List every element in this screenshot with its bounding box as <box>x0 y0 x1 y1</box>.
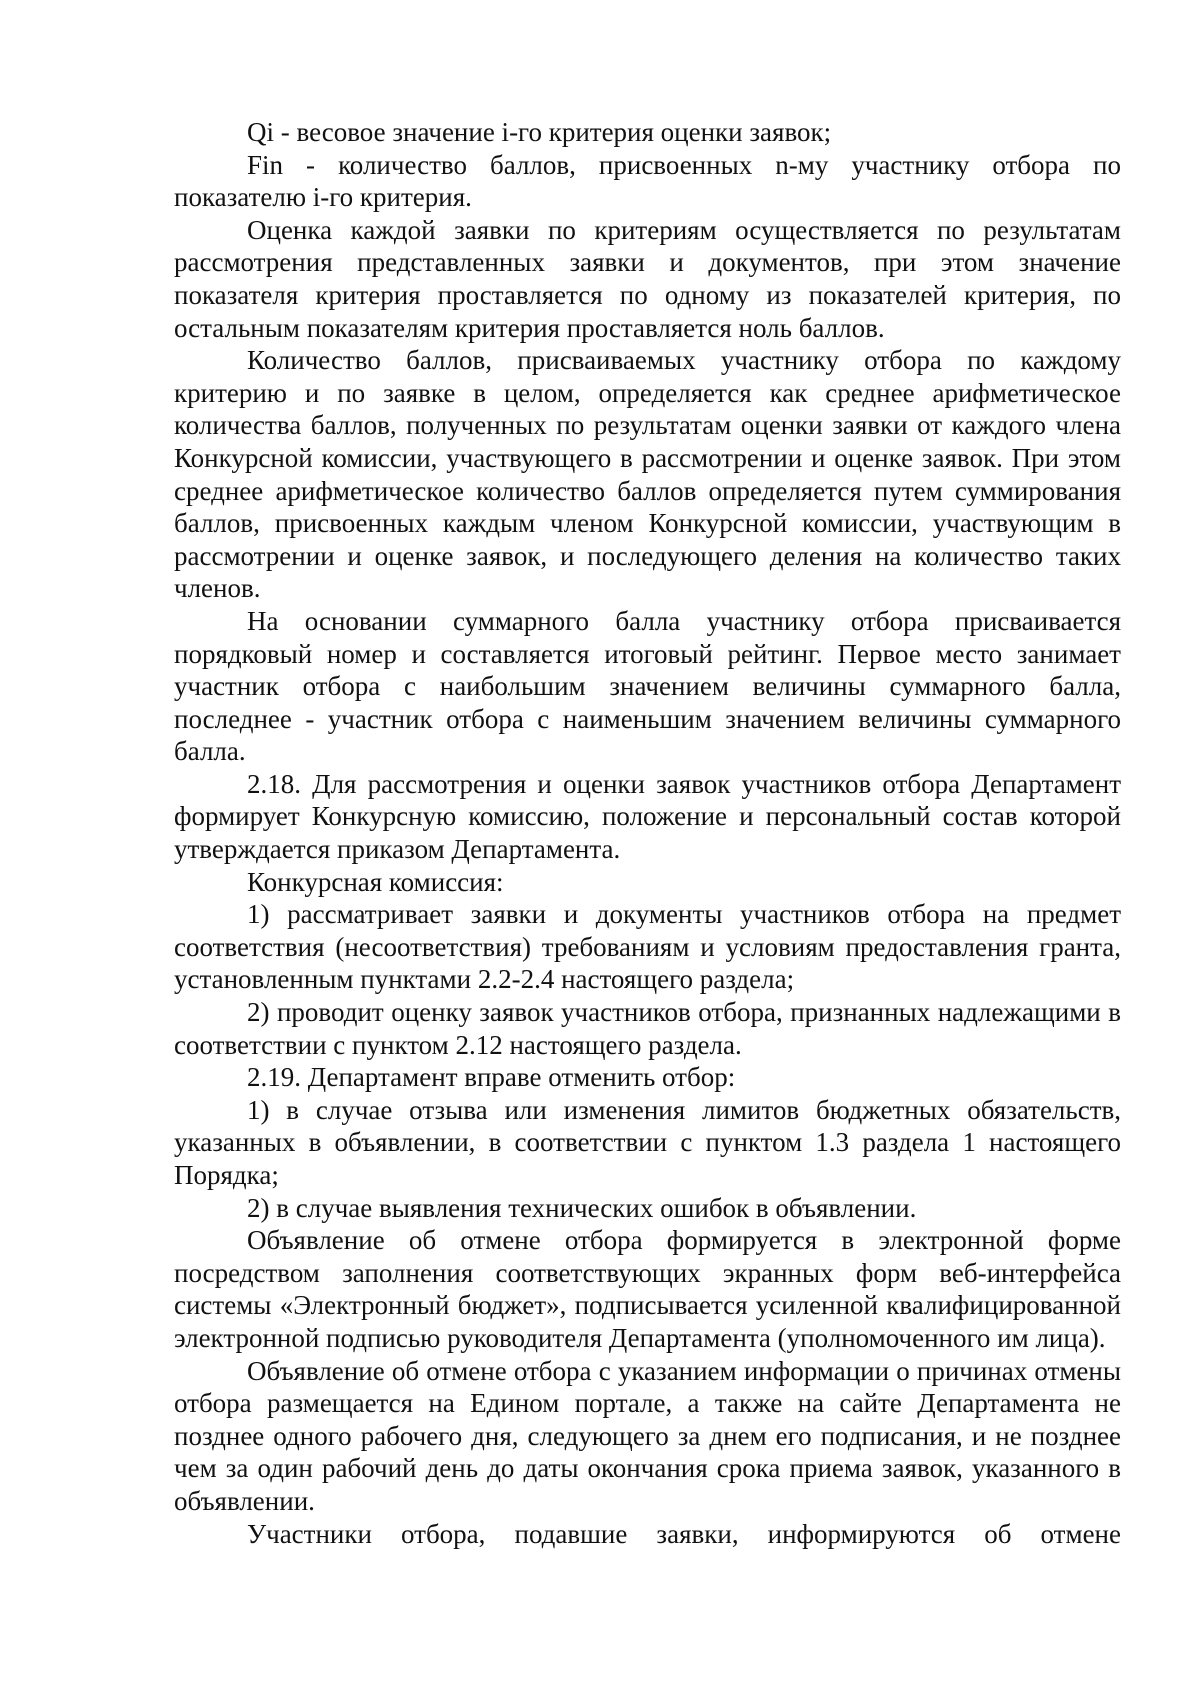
paragraph-points-definition: Fin - количество баллов, присвоенных n-му участнику отбора по показателю i-го критерия. <box>174 149 1121 213</box>
paragraph-section-2-19: 2.19. Департамент вправе отменить отбор: <box>247 1062 736 1093</box>
paragraph-rating: На основании суммарного балла участнику отбора присваивается порядковый номер и составляется итоговый рейтинг. Первое место занимает участник отбора с наибольшим значением величины суммарного балла, последнее - участник отбора с наименьшим значением величины суммарного балла. <box>174 605 1121 767</box>
document-page <box>174 116 1121 1550</box>
paragraph-commission-item-2: 2) проводит оценку заявок участников отбора, признанных надлежащими в соответствии с пунктом 2.12 настоящего раздела. <box>174 997 1121 1060</box>
paragraph-cancel-case-2: 2) в случае выявления технических ошибок в объявлении. <box>247 1192 917 1223</box>
paragraph-cancel-notice-publication: Объявление об отмене отбора с указанием информации о причинах отмены отбора размещается на Едином портале, а также на сайте Департамента не позднее одного рабочего дня, следующего за днем его подписания, и не позднее чем за один рабочий день до даты окончания срока приема заявок, указанного в объявлении. <box>174 1355 1121 1516</box>
paragraph-average-points: Количество баллов, присваиваемых участнику отбора по каждому критерию и по заявке в целом, определяется как среднее арифметическое количества баллов, полученных по результатам оценки заявки от каждого члена Конкурсной комиссии, участвующего в рассмотрении и оценке заявок. При этом среднее арифметическое количество баллов определяется путем суммирования баллов, присвоенных каждым членом Конкурсной комиссии, участвующим в рассмотрении и оценке заявок, и последующего деления на количество таких членов. <box>174 345 1121 604</box>
paragraph-section-2-18: 2.18. Для рассмотрения и оценки заявок участников отбора Департамент формирует Конкурсную комиссию, положение и персональный состав которой утверждается приказом Департамента. <box>174 768 1121 865</box>
paragraph-participants-informed: Участники отбора, подавшие заявки, информируются об отмене <box>247 1518 1121 1549</box>
paragraph-commission-heading: Конкурсная комиссия: <box>247 866 504 897</box>
paragraph-weight-definition: Qi - весовое значение i-го критерия оценки заявок; <box>247 117 832 147</box>
paragraph-cancel-notice-form: Объявление об отмене отбора формируется в электронной форме посредством заполнения соответствующих экранных форм веб-интерфейса системы «Электронный бюджет», подписывается усиленной квалифицированной электронной подписью руководителя Департамента (уполномоченного им лица). <box>174 1225 1121 1353</box>
paragraph-cancel-case-1: 1) в случае отзыва или изменения лимитов бюджетных обязательств, указанных в объявлении, в соответствии с пунктом 1.3 раздела 1 настоящего Порядка; <box>174 1094 1121 1190</box>
paragraph-commission-item-1: 1) рассматривает заявки и документы участников отбора на предмет соответствия (несоответствия) требованиям и условиям предоставления гранта, установленным пунктами 2.2-2.4 настоящего раздела; <box>174 899 1121 995</box>
paragraph-evaluation-by-criteria: Оценка каждой заявки по критериям осуществляется по результатам рассмотрения представленных заявки и документов, при этом значение показателя критерия проставляется по одному из показателей критерия, по остальным показателям критерия проставляется ноль баллов. <box>174 214 1121 343</box>
